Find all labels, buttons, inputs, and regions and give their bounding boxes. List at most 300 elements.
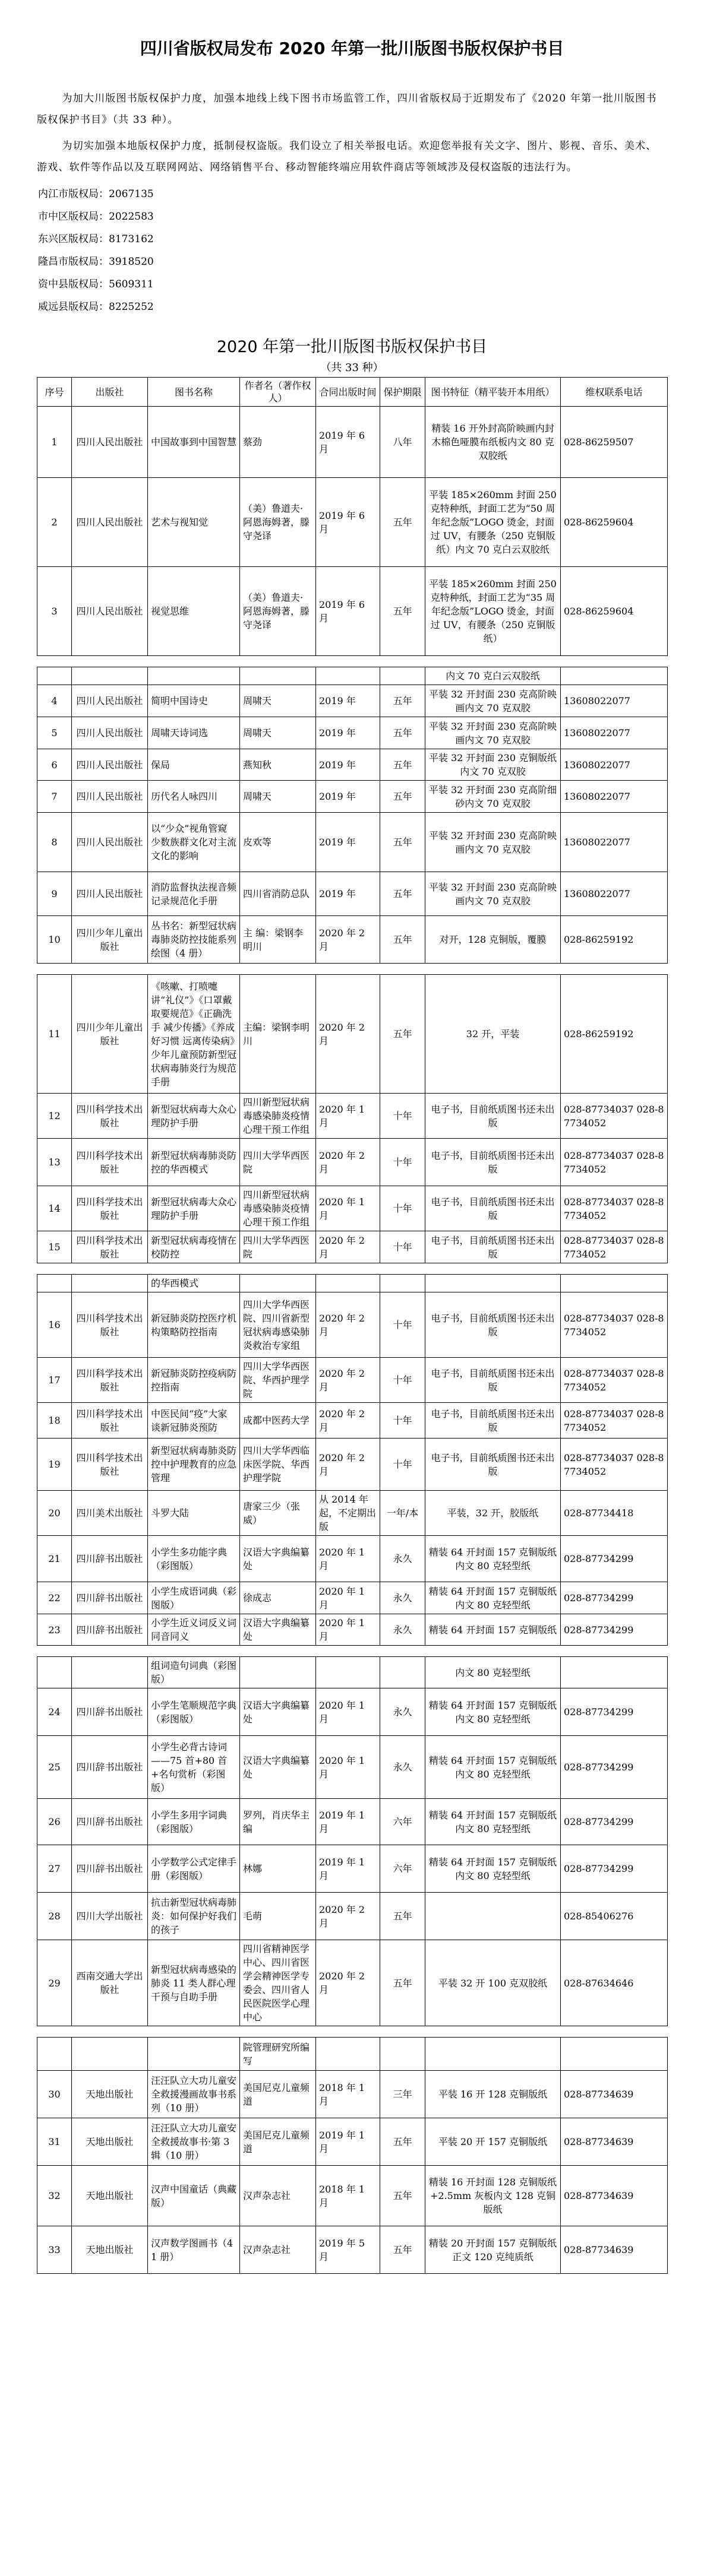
table-row (37, 1403, 668, 1438)
cell-date: 2020 年 2 月 (316, 975, 380, 1094)
table-row (37, 667, 668, 685)
cell-phone: 028-87734299 (561, 1688, 668, 1736)
cell-phone: 13608022077 (561, 813, 668, 872)
contact-line: 东兴区版权局：8173162 (38, 233, 154, 245)
cell-no: 19 (37, 1438, 72, 1491)
cell-author: 四川大学华西医院、四川省新型冠状病毒感染肺炎救治专家组 (240, 1292, 316, 1358)
cell-no: 23 (37, 1614, 72, 1646)
cell-no: 8 (37, 813, 72, 872)
cell-phone: 028-87734037 028-87734052 (561, 1139, 668, 1186)
cell-name: 小学生近义词反义词同音同义 (148, 1614, 240, 1646)
cell-feature: 平装 32 开 100 克双胶纸 (425, 1940, 561, 2026)
cell-pub: 四川科学技术出版社 (72, 1186, 148, 1231)
cell-no: 7 (37, 781, 72, 813)
cell-no: 13 (37, 1139, 72, 1186)
cell-author: 成都中医药大学 (240, 1403, 316, 1438)
cell-date: 2020 年 2 月 (316, 1358, 380, 1403)
cell-feature: 精装 16 开外封高阶映画内封木棉色哑膜布纸板内文 80 克双胶纸 (425, 407, 561, 478)
cell-no: 5 (37, 717, 72, 749)
cell-no: 11 (37, 975, 72, 1094)
cell-author: 汉语大字典编纂处 (240, 1536, 316, 1582)
cell-author: 汉语大字典编纂处 (240, 1736, 316, 1799)
cell-pub: 天地出版社 (72, 2118, 148, 2166)
cell-no: 33 (37, 2226, 72, 2274)
cell-name: 新冠肺炎防控医疗机构策略防控指南 (148, 1292, 240, 1358)
contact-line: 市中区版权局：2022583 (38, 211, 154, 223)
cell-no: 17 (37, 1358, 72, 1403)
cell-pub: 四川少年儿童出版社 (72, 916, 148, 964)
cell-no: 31 (37, 2118, 72, 2166)
cell-term: 五年 (380, 872, 425, 916)
cell-no: 29 (37, 1940, 72, 2026)
cell-author: 主 编：梁钢李明川 (240, 916, 316, 964)
table-row (37, 1536, 668, 1582)
table-row (37, 1094, 668, 1139)
cell-feature: 32 开，平装 (425, 975, 561, 1094)
cell-feature: 对开，128 克铜版，覆膜 (425, 916, 561, 964)
cell-author: 四川新型冠状病毒感染肺炎疫情心理干预工作组 (240, 1094, 316, 1139)
cell-pub: 四川辞书出版社 (72, 1614, 148, 1646)
cell-name: 《咳嗽、打喷嚏讲“礼仪”》《口罩戴取要规范》《正确洗手 减少传播》《养成好习惯 远离传染病》少年儿童预防新型冠状病毒肺炎行为规范手册 (148, 975, 240, 1094)
cell-date (316, 1657, 380, 1688)
cell-pub: 四川大学出版社 (72, 1893, 148, 1940)
cell-author: 四川大学华西医院、华西护理学院 (240, 1358, 316, 1403)
book-table-page (37, 974, 668, 1263)
cell-author: 燕知秋 (240, 749, 316, 781)
cell-feature: 平装 32 开封面 230 克高阶映画内文 70 克双胶 (425, 717, 561, 749)
cell-term (380, 2038, 425, 2071)
cell-date: 2019 年 (316, 872, 380, 916)
cell-phone: 028-87734639 (561, 2166, 668, 2226)
cell-date: 2019 年 6 月 (316, 567, 380, 656)
cell-date (316, 1275, 380, 1292)
table-row (37, 407, 668, 478)
cell-term: 五年 (380, 685, 425, 717)
cell-pub: 西南交通大学出版社 (72, 1940, 148, 2026)
cell-pub: 四川人民出版社 (72, 407, 148, 478)
cell-pub: 四川科学技术出版社 (72, 1438, 148, 1491)
cell-name: 以“少众”视角管窥少数族群文化对主流文化的影响 (148, 813, 240, 872)
cell-feature: 平装 20 开 157 克铜版纸 (425, 2118, 561, 2166)
cell-term: 十年 (380, 1358, 425, 1403)
cell-feature: 平装，32 开，胶版纸 (425, 1491, 561, 1536)
cell-feature: 平装 32 开封面 230 克高阶映画内文 70 克双胶 (425, 813, 561, 872)
cell-name (148, 667, 240, 685)
cell-date: 2018 年 1 月 (316, 2166, 380, 2226)
cell-phone: 13608022077 (561, 781, 668, 813)
contact-line: 隆昌市版权局：3918520 (38, 256, 154, 268)
cell-date: 2019 年 6 月 (316, 407, 380, 478)
cell-name: 中国故事到中国智慧 (148, 407, 240, 478)
cell-term (380, 667, 425, 685)
table-row (37, 749, 668, 781)
cell-author: 徐成志 (240, 1582, 316, 1614)
cell-phone: 028-87734299 (561, 1614, 668, 1646)
cell-author: 皮欢等 (240, 813, 316, 872)
cell-no (37, 1275, 72, 1292)
cell-phone: 13608022077 (561, 685, 668, 717)
cell-author: 周啸天 (240, 717, 316, 749)
cell-phone: 028-85406276 (561, 1893, 668, 1940)
cell-feature: 电子书，目前纸质图书还未出版 (425, 1403, 561, 1438)
contact-line: 内江市版权局：2067135 (38, 188, 154, 200)
table-row (37, 1491, 668, 1536)
table-count: （共 33 种） (320, 362, 384, 374)
cell-phone: 028-87734037 028-87734052 (561, 1231, 668, 1263)
cell-term: 永久 (380, 1582, 425, 1614)
cell-phone: 028-86259192 (561, 975, 668, 1094)
cell-phone: 028-87734418 (561, 1491, 668, 1536)
book-table-page (37, 377, 668, 656)
cell-name: 新型冠状病毒大众心理防护手册 (148, 1186, 240, 1231)
cell-phone: 028-86259604 (561, 478, 668, 567)
cell-feature: 精装 64 开封面 157 克铜版纸内文 80 克轻型纸 (425, 1845, 561, 1893)
cell-feature: 电子书，目前纸质图书还未出版 (425, 1438, 561, 1491)
book-table-page (37, 667, 668, 964)
cell-date: 2019 年 5 月 (316, 2226, 380, 2274)
page-break-gap (37, 656, 667, 667)
cell-feature: 精装 64 开封面 157 克铜版纸内文 80 克轻型纸 (425, 1736, 561, 1799)
cell-date: 2020 年 1 月 (316, 1536, 380, 1582)
cell-date: 2020 年 2 月 (316, 1292, 380, 1358)
cell-term: 永久 (380, 1614, 425, 1646)
contact-line: 威远县版权局：8225252 (38, 301, 154, 313)
cell-date: 2018 年 1 月 (316, 2071, 380, 2118)
cell-author (240, 667, 316, 685)
table-row (37, 1186, 668, 1231)
cell-phone: 028-86259192 (561, 916, 668, 964)
cell-name: 汉声中国童话（典藏版） (148, 2166, 240, 2226)
table-row (37, 685, 668, 717)
cell-phone: 028-87634646 (561, 1940, 668, 2026)
cell-pub: 四川辞书出版社 (72, 1536, 148, 1582)
cell-term: 十年 (380, 1403, 425, 1438)
cell-author: 唐家三少（张威） (240, 1491, 316, 1536)
document-title: 四川省版权局发布 2020 年第一批川版图书版权保护书目 (140, 39, 564, 58)
cell-name: 的华西模式 (148, 1275, 240, 1292)
cell-name: 小学数学公式定律手册（彩图版） (148, 1845, 240, 1893)
cell-author: 汉声杂志社 (240, 2166, 316, 2226)
cell-feature: 精装 16 开封面 128 克铜版纸+2.5mm 灰板内文 128 克铜版纸 (425, 2166, 561, 2226)
cell-no: 4 (37, 685, 72, 717)
cell-phone: 028-87734037 028-87734052 (561, 1186, 668, 1231)
cell-phone: 028-87734639 (561, 2118, 668, 2166)
cell-term: 永久 (380, 1688, 425, 1736)
cell-author: 美国尼克儿童频道 (240, 2071, 316, 2118)
cell-phone: 028-87734299 (561, 1845, 668, 1893)
cell-phone: 13608022077 (561, 717, 668, 749)
cell-date: 2020 年 2 月 (316, 1139, 380, 1186)
cell-date: 2020 年 2 月 (316, 916, 380, 964)
cell-name: 小学生多用字词典（彩图版） (148, 1799, 240, 1845)
cell-no: 16 (37, 1292, 72, 1358)
cell-name: 新型冠状病毒肺炎防控的华西模式 (148, 1139, 240, 1186)
cell-feature: 精装 20 开封面 157 克铜版纸正文 120 克纯质纸 (425, 2226, 561, 2274)
column-header-phone: 维权联系电话 (561, 378, 668, 407)
cell-phone: 13608022077 (561, 872, 668, 916)
cell-no: 26 (37, 1799, 72, 1845)
cell-date: 2020 年 1 月 (316, 1688, 380, 1736)
cell-name: 简明中国诗史 (148, 685, 240, 717)
cell-date: 2019 年 1 月 (316, 1845, 380, 1893)
cell-name: 新型冠状病毒感染的肺炎 11 类人群心理干预与自助手册 (148, 1940, 240, 2026)
cell-date: 2019 年 6 月 (316, 478, 380, 567)
cell-term: 五年 (380, 567, 425, 656)
cell-pub: 四川人民出版社 (72, 813, 148, 872)
table-row (37, 1736, 668, 1799)
table-row (37, 1582, 668, 1614)
table-row (37, 916, 668, 964)
table-row (37, 1292, 668, 1358)
cell-date: 2020 年 1 月 (316, 1094, 380, 1139)
cell-no: 24 (37, 1688, 72, 1736)
cell-date: 2020 年 2 月 (316, 1231, 380, 1263)
cell-term: 永久 (380, 1736, 425, 1799)
cell-feature: 平装 185×260mm 封面 250 克特种纸，封面工艺为“50 周年纪念版”LOGO 烫金，封面过 UV，有腰条（250 克铜版纸）内文 70 克白云双胶纸 (425, 478, 561, 567)
cell-date (316, 667, 380, 685)
cell-author: 主编：梁钢李明川 (240, 975, 316, 1094)
cell-author: 四川省消防总队 (240, 872, 316, 916)
cell-phone: 13608022077 (561, 749, 668, 781)
cell-term (380, 1275, 425, 1292)
cell-pub: 四川科学技术出版社 (72, 1403, 148, 1438)
cell-pub: 四川人民出版社 (72, 749, 148, 781)
cell-name: 周啸天诗词选 (148, 717, 240, 749)
cell-phone: 028-86259507 (561, 407, 668, 478)
table-row (37, 1358, 668, 1403)
cell-name: 艺术与视知觉 (148, 478, 240, 567)
cell-pub: 天地出版社 (72, 2071, 148, 2118)
table-row (37, 1614, 668, 1646)
cell-feature: 内文 80 克轻型纸 (425, 1657, 561, 1688)
table-row (37, 1657, 668, 1688)
cell-term: 六年 (380, 1799, 425, 1845)
cell-no: 28 (37, 1893, 72, 1940)
cell-name: 组词造句词典（彩图版） (148, 1657, 240, 1688)
cell-author: 周啸天 (240, 781, 316, 813)
cell-name (148, 2038, 240, 2071)
cell-name: 小学生笔顺规范字典（彩图版） (148, 1688, 240, 1736)
cell-date: 2019 年 1 月 (316, 2118, 380, 2166)
cell-no: 1 (37, 407, 72, 478)
cell-name: 新型冠状病毒疫情在校防控 (148, 1231, 240, 1263)
cell-phone: 028-87734037 028-87734052 (561, 1292, 668, 1358)
cell-term: 六年 (380, 1845, 425, 1893)
page-break-gap (37, 2026, 667, 2037)
cell-author: 汉语大字典编纂处 (240, 1688, 316, 1736)
cell-date (316, 2038, 380, 2071)
cell-name: 视觉思维 (148, 567, 240, 656)
cell-name: 丛书名：新型冠状病毒肺炎防控技能系列绘图（4 册） (148, 916, 240, 964)
cell-no: 27 (37, 1845, 72, 1893)
cell-phone: 028-87734037 028-87734052 (561, 1358, 668, 1403)
cell-date: 2020 年 2 月 (316, 1438, 380, 1491)
table-row (37, 2226, 668, 2274)
cell-pub (72, 1275, 148, 1292)
cell-author: 美国尼克儿童频道 (240, 2118, 316, 2166)
cell-date: 2020 年 1 月 (316, 1582, 380, 1614)
table-row (37, 1893, 668, 1940)
cell-pub: 四川辞书出版社 (72, 1736, 148, 1799)
cell-feature: 精装 64 开封面 157 克铜版纸 (425, 1614, 561, 1646)
table-row (37, 872, 668, 916)
cell-feature: 精装 64 开封面 157 克铜版纸内文 80 克轻型纸 (425, 1536, 561, 1582)
intro-paragraph: 为加大川版图书版权保护力度，加强本地线上线下图书市场监管工作，四川省版权局于近期发布了《2020 年第一批川版图书版权保护书目》（共 33 种）。 (37, 93, 657, 126)
cell-term: 八年 (380, 407, 425, 478)
cell-date: 2020 年 2 月 (316, 1893, 380, 1940)
cell-term: 十年 (380, 1094, 425, 1139)
cell-no: 6 (37, 749, 72, 781)
cell-name: 小学生成语词典（彩图版） (148, 1582, 240, 1614)
cell-author: 院管理研究所编写 (240, 2038, 316, 2071)
cell-name: 保局 (148, 749, 240, 781)
cell-name: 抗击新型冠状病毒肺炎：如何保护好我们的孩子 (148, 1893, 240, 1940)
cell-author: 汉语大字典编纂处 (240, 1614, 316, 1646)
cell-term: 十年 (380, 1186, 425, 1231)
contact-list (37, 183, 667, 318)
cell-name: 中医民间“疫”大家谈新冠肺炎预防 (148, 1403, 240, 1438)
cell-pub: 四川人民出版社 (72, 567, 148, 656)
cell-no: 9 (37, 872, 72, 916)
book-table-page (37, 2037, 668, 2274)
cell-no: 32 (37, 2166, 72, 2226)
table-row (37, 813, 668, 872)
table-row (37, 1799, 668, 1845)
cell-name: 历代名人咏四川 (148, 781, 240, 813)
cell-pub: 四川科学技术出版社 (72, 1139, 148, 1186)
cell-name: 小学生必背古诗词——75 首+80 首+名句赏析（彩图版） (148, 1736, 240, 1799)
cell-author: 周啸天 (240, 685, 316, 717)
column-header-no: 序号 (37, 378, 72, 407)
cell-pub: 四川美术出版社 (72, 1491, 148, 1536)
cell-author: 林娜 (240, 1845, 316, 1893)
cell-no: 22 (37, 1582, 72, 1614)
cell-date: 2019 年 (316, 749, 380, 781)
cell-feature (425, 1893, 561, 1940)
page-break-gap (37, 1263, 667, 1274)
table-row (37, 1275, 668, 1292)
cell-term: 五年 (380, 975, 425, 1094)
cell-term: 五年 (380, 1893, 425, 1940)
cell-feature: 电子书，目前纸质图书还未出版 (425, 1094, 561, 1139)
cell-name: 汪汪队立大功儿童安全救援故事书·第 3 辑（10 册） (148, 2118, 240, 2166)
cell-pub: 四川辞书出版社 (72, 1688, 148, 1736)
cell-author (240, 1657, 316, 1688)
column-header-date: 合同出版时间 (316, 378, 380, 407)
cell-author: 四川大学华西临床医学院、华西护理学院 (240, 1438, 316, 1491)
cell-term: 五年 (380, 916, 425, 964)
cell-pub: 四川辞书出版社 (72, 1582, 148, 1614)
cell-feature: 平装 16 开 128 克铜版纸 (425, 2071, 561, 2118)
cell-term: 五年 (380, 2226, 425, 2274)
cell-feature: 平装 32 开封面 230 克高阶映画内文 70 克双胶 (425, 872, 561, 916)
cell-name: 新冠肺炎防控疫病防控指南 (148, 1358, 240, 1403)
cell-phone: 028-87734037 028-87734052 (561, 1438, 668, 1491)
cell-name: 新型冠状病毒大众心理防护手册 (148, 1094, 240, 1139)
cell-pub: 四川辞书出版社 (72, 1799, 148, 1845)
table-row (37, 1231, 668, 1263)
cell-phone (561, 2038, 668, 2071)
cell-pub (72, 1657, 148, 1688)
cell-term: 五年 (380, 1940, 425, 2026)
table-row (37, 478, 668, 567)
cell-name: 斗罗大陆 (148, 1491, 240, 1536)
cell-feature: 精装 64 开封面 157 克铜版纸内文 80 克轻型纸 (425, 1799, 561, 1845)
cell-term: 一年/本 (380, 1491, 425, 1536)
cell-term: 十年 (380, 1231, 425, 1263)
cell-phone: 028-87734299 (561, 1799, 668, 1845)
cell-phone (561, 1657, 668, 1688)
cell-term: 五年 (380, 2118, 425, 2166)
cell-term: 五年 (380, 781, 425, 813)
contact-line: 资中县版权局：5609311 (38, 278, 154, 290)
cell-phone: 028-87734639 (561, 2226, 668, 2274)
cell-phone: 028-87734037 028-87734052 (561, 1094, 668, 1139)
table-row (37, 567, 668, 656)
cell-pub: 四川人民出版社 (72, 478, 148, 567)
cell-date: 2020 年 2 月 (316, 1940, 380, 2026)
cell-author: 罗列，肖庆华主编 (240, 1799, 316, 1845)
table-row (37, 2166, 668, 2226)
report-paragraph: 为切实加强本地版权保护力度，抵制侵权盗版。我们设立了相关举报电话。欢迎您举报有关文字、图片、影视、音乐、美术、游戏、软件等作品以及互联网网站、网络销售平台、移动智能终端应用软件商店等领域涉及侵权盗版的违法行为。 (37, 140, 657, 173)
cell-no: 20 (37, 1491, 72, 1536)
cell-pub (72, 667, 148, 685)
column-header-author: 作者名（著作权人） (240, 378, 316, 407)
cell-no (37, 667, 72, 685)
column-header-pub: 出版社 (72, 378, 148, 407)
cell-author: 四川省精神医学中心、四川省医学会精神医学专委会、四川省人民医院医学心理中心 (240, 1940, 316, 2026)
cell-feature (425, 1275, 561, 1292)
table-row (37, 781, 668, 813)
cell-pub: 四川辞书出版社 (72, 1845, 148, 1893)
cell-term: 三年 (380, 2071, 425, 2118)
cell-feature: 内文 70 克白云双胶纸 (425, 667, 561, 685)
cell-date: 2020 年 1 月 (316, 1736, 380, 1799)
cell-author: （美）鲁道夫·阿恩海姆著，滕守尧译 (240, 567, 316, 656)
cell-phone: 028-86259604 (561, 567, 668, 656)
cell-no: 14 (37, 1186, 72, 1231)
cell-pub: 天地出版社 (72, 2226, 148, 2274)
cell-date: 2020 年 2 月 (316, 1403, 380, 1438)
cell-feature: 电子书，目前纸质图书还未出版 (425, 1186, 561, 1231)
table-title: 2020 年第一批川版图书版权保护书目 (216, 338, 488, 356)
cell-feature: 精装 64 开封面 157 克铜版纸内文 80 克轻型纸 (425, 1582, 561, 1614)
cell-pub: 四川少年儿童出版社 (72, 975, 148, 1094)
cell-no: 25 (37, 1736, 72, 1799)
column-header-term: 保护期限 (380, 378, 425, 407)
cell-phone: 028-87734037 028-87734052 (561, 1403, 668, 1438)
cell-term: 十年 (380, 1139, 425, 1186)
cell-name: 汉声数学图画书（41 册） (148, 2226, 240, 2274)
cell-feature: 平装 185×260mm 封面 250 克特种纸，封面工艺为“35 周年纪念版”LOGO 烫金，封面过 UV，有腰条（250 克铜版纸） (425, 567, 561, 656)
table-row (37, 2118, 668, 2166)
page-break-gap (37, 1646, 667, 1656)
cell-name: 汪汪队立大功儿童安全救援漫画故事书系列（10 册） (148, 2071, 240, 2118)
cell-no (37, 2038, 72, 2071)
cell-term: 五年 (380, 749, 425, 781)
cell-author: 毛萌 (240, 1893, 316, 1940)
cell-no: 15 (37, 1231, 72, 1263)
cell-no: 10 (37, 916, 72, 964)
cell-feature: 精装 64 开封面 157 克铜版纸内文 80 克轻型纸 (425, 1688, 561, 1736)
cell-date: 2019 年 (316, 685, 380, 717)
cell-term: 十年 (380, 1292, 425, 1358)
book-table-page (37, 1656, 668, 2026)
cell-date: 2020 年 1 月 (316, 1614, 380, 1646)
cell-feature: 电子书，目前纸质图书还未出版 (425, 1292, 561, 1358)
cell-date: 2019 年 (316, 717, 380, 749)
table-header-row (37, 378, 668, 407)
